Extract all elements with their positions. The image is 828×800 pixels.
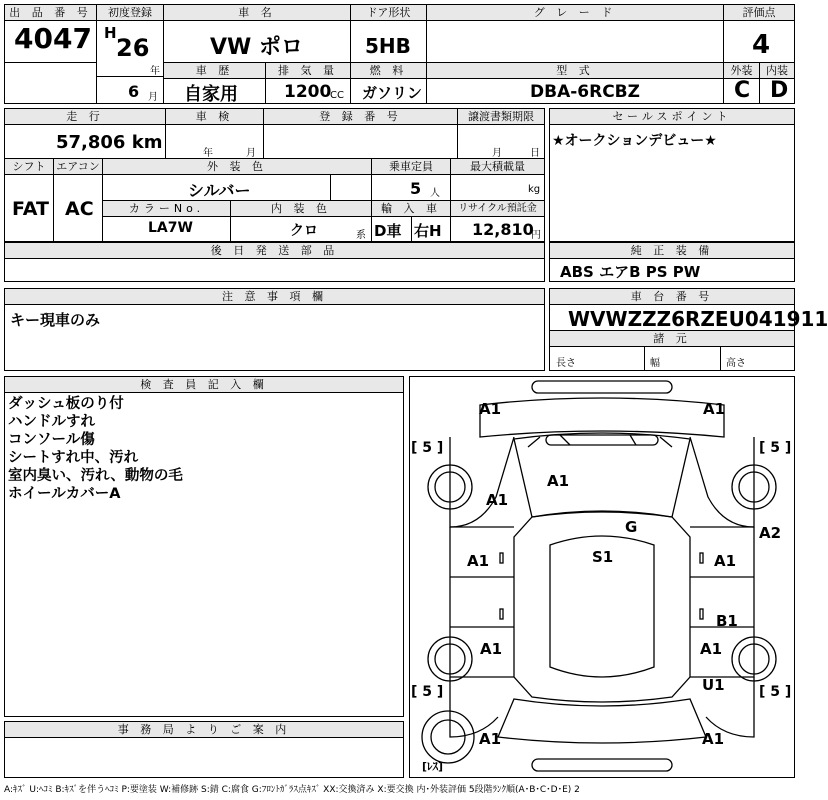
damage-mark: B1 <box>716 612 738 630</box>
len-label: 長さ <box>556 358 576 369</box>
lot-label: 出 品 番 号 <box>5 5 96 21</box>
inspector-notes <box>8 395 183 503</box>
first-reg-label: 初度登録 <box>97 5 163 21</box>
tire-mark: [ 5 ] <box>759 440 792 456</box>
chassis-number: WVWZZZ6RZEU041911 <box>568 307 828 331</box>
legend: A:ｷｽﾞ U:ﾍｺﾐ B:ｷｽﾞを伴うﾍｺﾐ P:要塗装 W:補修跡 S:錆 C:腐食 G:ﾌﾛﾝﾄｶﾞﾗｽ点ｷｽﾞ XX:交換済み X:要交換 内･外装評価 5段階ﾗﾝｸ順(A･B･C･D･E) 2 <box>4 785 580 795</box>
inspector-note: コンソール傷 <box>8 432 95 448</box>
grade-label: グ レ ー ド <box>427 5 723 21</box>
car-name: VW ポロ <box>210 35 303 60</box>
hgt-label: 高さ <box>726 358 746 369</box>
shift-value: FAT <box>12 198 49 220</box>
month-unit: 月 <box>148 92 158 103</box>
equip-value: ABS エアB PS PW <box>560 263 701 281</box>
displacement-label: 排 気 量 <box>266 63 350 79</box>
recycle-label: リサイクル預託金 <box>451 201 544 217</box>
era: H <box>104 24 117 42</box>
displacement-unit: CC <box>330 90 344 101</box>
sales-label: セールスポイント <box>550 109 794 125</box>
shift-label: シフト <box>5 159 53 175</box>
capacity-label: 乗車定員 <box>372 159 450 175</box>
intcolor-value: クロ <box>290 223 318 239</box>
inspector-note: ダッシュ板のり付 <box>8 396 124 412</box>
import-label: 輸 入 車 <box>372 201 450 217</box>
colorno-value: LA7W <box>148 220 193 236</box>
spec-block <box>4 108 545 242</box>
damage-mark: U1 <box>702 676 725 694</box>
history-value: 自家用 <box>184 84 238 105</box>
score-value: 4 <box>752 30 771 60</box>
lot-number: 4047 <box>14 22 92 55</box>
equip-label: 純 正 装 備 <box>550 243 794 259</box>
inspector-note: ホイールカバーA <box>8 486 121 502</box>
wid-label: 幅 <box>650 358 660 369</box>
reg-year: 26 <box>116 34 150 62</box>
damage-mark: A1 <box>700 640 723 658</box>
office-label: 事 務 局 よ り ご 案 内 <box>5 722 403 738</box>
tire-mark: [ 5 ] <box>411 684 444 700</box>
inspector-label: 検 査 員 記 入 欄 <box>5 377 403 393</box>
tr-month-unit: 月 <box>492 148 502 159</box>
sales-block <box>549 108 795 242</box>
damage-mark: A1 <box>479 730 502 748</box>
damage-mark: G <box>625 518 638 536</box>
tire-mark: [ 5 ] <box>759 684 792 700</box>
load-label: 最大積載量 <box>451 159 544 175</box>
car-diagram <box>409 376 795 778</box>
int-score: D <box>770 78 789 103</box>
damage-mark: A1 <box>467 552 490 570</box>
door-label: ドア形状 <box>351 5 426 21</box>
tr-day-unit: 日 <box>530 148 540 159</box>
inspector-note: 室内臭い、汚れ、動物の毛 <box>8 468 183 484</box>
reg-number-label: 登 録 番 号 <box>264 109 457 125</box>
transfer-label: 譲渡書類期限 <box>458 109 544 125</box>
damage-mark: A1 <box>714 552 737 570</box>
capacity-unit: 人 <box>430 188 440 199</box>
damage-mark: A1 <box>547 472 570 490</box>
tire-mark: [ 5 ] <box>411 440 444 456</box>
int-label: 内装 <box>760 63 794 79</box>
ext-score: C <box>734 78 751 103</box>
recycle-value: 12,810 <box>472 220 534 239</box>
notes-text: キー現車のみ <box>10 311 101 329</box>
fuel-value: ガソリン <box>362 84 423 102</box>
inspector-note: ハンドルすれ <box>8 414 95 430</box>
door-type: 5HB <box>365 34 411 58</box>
colorno-label: カラーNo. <box>103 201 230 217</box>
capacity-value: 5 <box>410 179 422 198</box>
displacement-value: 1200 <box>284 82 332 102</box>
inspection-label: 車 検 <box>166 109 263 125</box>
color-label: 外 装 色 <box>103 159 371 175</box>
ext-label: 外装 <box>724 63 759 79</box>
insp-month-unit: 月 <box>246 148 256 159</box>
import-type: D車 <box>374 222 402 240</box>
intcolor-label: 内 装 色 <box>231 201 371 217</box>
spare-mark: [ﾚｽ] <box>422 760 444 773</box>
later-label: 後 日 発 送 部 品 <box>5 243 544 259</box>
ac-value: AC <box>65 198 94 220</box>
reg-month: 6 <box>128 82 140 101</box>
intcolor-unit: 系 <box>356 230 366 241</box>
history-label: 車 歴 <box>164 63 265 79</box>
ac-label: エアコン <box>54 159 102 175</box>
steering: 右H <box>414 222 442 240</box>
mileage-value: 57,806 km <box>56 132 163 153</box>
inspector-note: シートすれ中、汚れ <box>8 450 139 466</box>
damage-mark: A2 <box>759 524 782 542</box>
color-value: シルバー <box>188 181 251 200</box>
mileage-label: 走 行 <box>5 109 165 125</box>
fuel-label: 燃 料 <box>351 63 426 79</box>
name-label: 車 名 <box>164 5 350 21</box>
specs-label: 諸 元 <box>550 331 794 347</box>
year-unit: 年 <box>150 66 160 77</box>
model-label: 型 式 <box>427 63 723 79</box>
load-unit: kg <box>528 184 541 195</box>
damage-mark: S1 <box>592 548 614 566</box>
score-label: 評価点 <box>724 5 794 21</box>
damage-mark: A1 <box>702 730 725 748</box>
recycle-unit: 円 <box>531 230 541 241</box>
damage-mark: A1 <box>480 640 503 658</box>
insp-year-unit: 年 <box>203 148 213 159</box>
sales-text: ★オークションデビュー★ <box>552 133 717 149</box>
damage-mark: A1 <box>486 491 509 509</box>
notes-label: 注 意 事 項 欄 <box>5 289 544 305</box>
damage-mark: A1 <box>479 400 502 418</box>
model-value: DBA-6RCBZ <box>530 82 640 102</box>
chassis-label: 車 台 番 号 <box>550 289 794 305</box>
damage-mark: A1 <box>703 400 726 418</box>
